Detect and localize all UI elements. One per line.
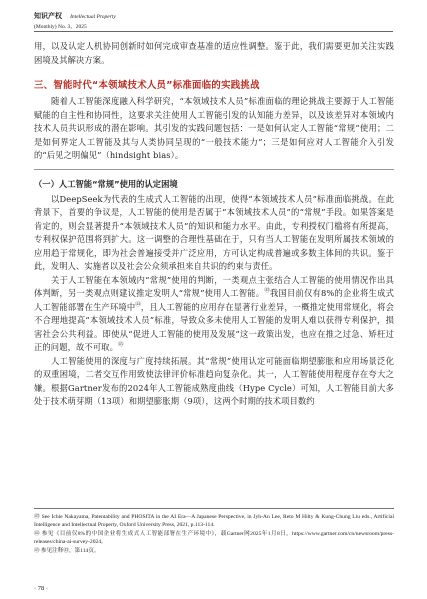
subsection-paragraph-2: [34, 274, 394, 355]
para2b-text: 我国目前仅有8%的企业将生成式人工智能部署在生产环境中: [34, 288, 394, 312]
section-title: 三、智能时代“本领域技术人员”标准面临的实践挑战: [34, 80, 260, 91]
intro-paragraph: 用，以及认定人机协同创新时如何完成审查基准的适应性调整。鉴于此，我们需要更加关注实践困境及其解决方案。: [34, 41, 394, 65]
para2-text: 关于人工智能在本领域内“常规”使用的判断，一类观点主张结合人工智能的使用情况作出具体判断，另一类观点则建议推定发明人“常规”使用人工智能。: [34, 274, 394, 298]
section-paragraph: 随着人工智能深度融入科学研究，“本领域技术人员”标准面临的理论挑战主要源于人工智能赋能的自主性和协同性，这要求关注使用人工智能引发的认知能力差异，以及该差异对本领域内技术人员共识形成的潜在影响。其引发的实践问题包括：一是如何认定人工智能“常规”使用；二是如何界定人工智能及其与人类协同呈现的“一般技术能力”；三是如何应对人工智能介入引发的“后见之明偏见”（hindsight bias）。: [34, 96, 394, 160]
footnotes: [34, 508, 394, 555]
page-number: · 78 ·: [34, 585, 49, 592]
journal-issue: (Monthly) No. 3，2025: [34, 24, 87, 30]
journal-brand: 知识产权: [34, 11, 62, 20]
para2c-text: ，且人工智能的应用存在显著行业差异，一概推定使用常规化，将会不合理地提高“本领域技术人员”标准，导致众多未使用人工智能的发明人难以获得专利保护，损害社会公共利益。即使从“促进人工智能的使用及发展”这一政策出发，也应在推之过急、矫枉过正的问题，故不可取。: [34, 301, 394, 352]
footnote-item: ㊸ See Ichie Nakayama, Patentability and PHOSITA in the AI Era—A Japanese Perspective, in Jyh-An Lee, Reto M Hilty & Kung-Chung Liu eds., Artificial Intelligence and Intellectual Property, Oxford University Press, 2021, p.113-114.: [34, 514, 394, 529]
subsection-title: （一）人工智能“常规”使用的认定困境: [34, 178, 178, 189]
subsection-header: [34, 169, 394, 190]
footnote-ref[interactable]: ㊺: [117, 342, 124, 349]
subsection-paragraph-3: 人工智能使用的深度与广度持续拓展。其“常规”使用认定可能面临期望膨胀和应用场景泛化的双重困境，二者交互作用致使法律评价标准趋向复杂化。其一，人工智能使用程度存在夸大之嫌。根据Gartner发布的2024年人工智能成熟度曲线（Hype Cycle）可知，人工智能目前大多处于技术萌芽期（13项）和期望膨胀期（9项），这两个时期的技术项目数约: [34, 355, 394, 406]
subsection-paragraph-1: 以DeepSeek为代表的生成式人工智能的出现，使得“本领域技术人员”标准面临挑战。在此背景下，首要的争议是，人工智能的使用是否属于“本领域技术人员”的“常规”手段。如果答案是肯定的，则会显著提升“本领域技术人员”的知识和能力水平。由此，专利授权门槛将有所提高，专利权保护范围将到扩大。这一调整的合理性基础在于，只有当人工智能在发明所属技术领域的应用趋于常规化，即为社会普遍接受并广泛应用，方可认定构成普遍或多数主体间的共识。鉴于此，发明人、实施者以及社会公众须承担来自共识的约束与责任。: [34, 193, 394, 271]
journal-brand-en: Intellectual Property: [70, 14, 116, 20]
footnote-ref[interactable]: ㊹: [135, 301, 141, 308]
main-content: [34, 40, 394, 409]
footnote-item: ㊹ 参见《目前仅8%的中国企业将生成式人工智能部署在生产环境中》，载Gartner网2025年1月8日，https://www.gartner.com/cn/newsroom/press-releases/china-ai-survey-2024。: [34, 530, 394, 546]
footnote-ref[interactable]: ㊸: [264, 288, 270, 295]
footnote-item: ㊺ 参见注释㊸，第114页。: [34, 547, 100, 554]
journal-header: [34, 8, 116, 32]
header-rule: [34, 31, 393, 32]
